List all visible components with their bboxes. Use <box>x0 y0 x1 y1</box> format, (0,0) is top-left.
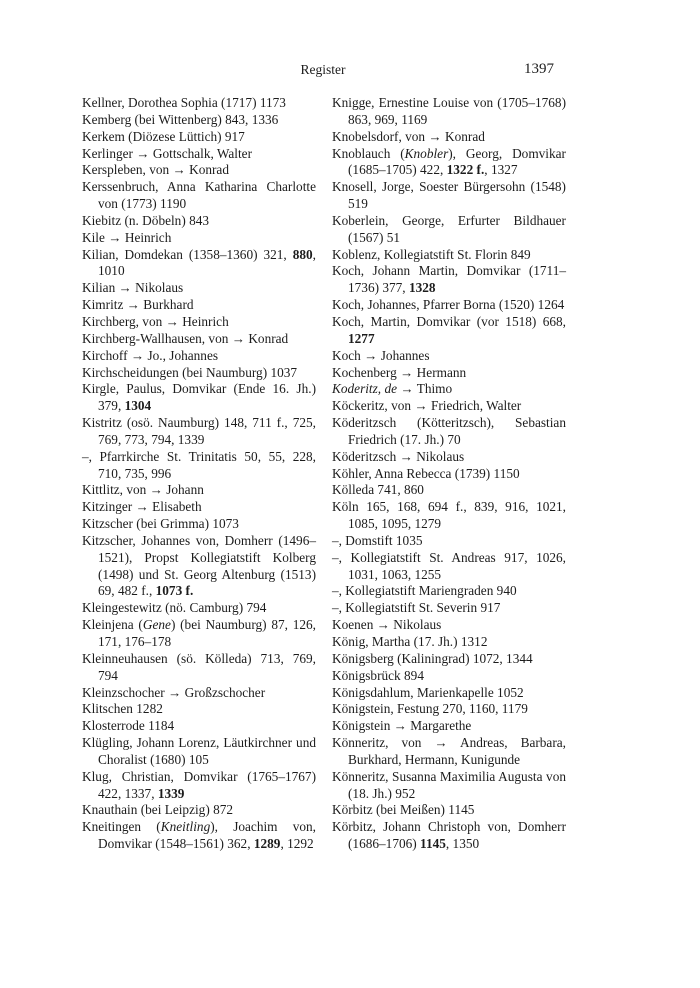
index-entry <box>332 617 566 634</box>
index-entry <box>82 331 316 348</box>
index-entry <box>82 735 316 769</box>
entry-text: Kiebitz (n. Döbeln) 843 <box>82 212 210 228</box>
index-entry <box>82 769 316 803</box>
index-entry <box>82 146 316 163</box>
entry-text: Kilian → Nikolaus <box>82 280 184 296</box>
index-entry <box>82 701 316 718</box>
entry-text: Köln 165, 168, 694 f., 839, 916, 1021, 1085, 1095, 1279 <box>332 499 566 532</box>
index-entry <box>332 179 566 213</box>
index-entry <box>332 718 566 735</box>
entry-text: Knobler <box>404 145 449 161</box>
entry-text: Kleingestewitz (nö. Camburg) 794 <box>82 600 267 616</box>
entry-text: Gene <box>142 617 171 633</box>
entry-text: Koch → Johannes <box>332 347 430 363</box>
entry-text: 1277 <box>348 330 375 346</box>
entry-text: Klug, Christian, Domvikar (1765–1767) 422, 1337, <box>82 768 316 801</box>
entry-text: Köckeritz, von → Friedrich, Walter <box>332 398 522 414</box>
index-entry <box>82 247 316 281</box>
entry-text: Köhler, Anna Rebecca (1739) 1150 <box>332 465 520 481</box>
index-entry <box>82 516 316 533</box>
entry-text: Koberlein, George, Erfurter Bildhauer (1567) 51 <box>332 212 566 245</box>
page-number: 1397 <box>524 61 554 77</box>
entry-text: 1289 <box>253 836 281 852</box>
index-entry <box>82 314 316 331</box>
page-header <box>0 61 700 81</box>
entry-text: Königsberg (Kaliningrad) 1072, 1344 <box>332 650 533 666</box>
entry-text: 1339 <box>157 785 185 801</box>
index-entry <box>332 263 566 297</box>
index-entry <box>332 415 566 449</box>
index-entry <box>82 280 316 297</box>
entry-text: Koenen → Nikolaus <box>332 617 442 633</box>
entry-text: , 1350 <box>445 836 480 852</box>
index-entry <box>82 685 316 702</box>
index-entry <box>332 348 566 365</box>
entry-text: Kitzscher, Johannes von, Domherr (1496–1521), Propst Kollegiatstift Kolberg (1498) und St. Georg Altenburg (1513) 69, 482 f., <box>82 532 316 599</box>
entry-text: Koch, Johann Martin, Domvikar (1711–1736) 377, <box>332 263 566 296</box>
entry-text: –, Domstift 1035 <box>332 532 423 548</box>
entry-text: Königsdahlum, Marienkapelle 1052 <box>332 684 524 700</box>
entry-text: Koch, Johannes, Pfarrer Borna (1520) 1264 <box>332 297 565 313</box>
entry-text: 880 <box>292 246 313 262</box>
index-entry <box>82 499 316 516</box>
index-entry <box>332 550 566 584</box>
entry-text: –, Kollegiatstift St. Severin 917 <box>332 600 501 616</box>
entry-text: Knigge, Ernestine Louise von (1705–1768) 863, 969, 1169 <box>332 95 566 127</box>
entry-text: Körbitz (bei Meißen) 1145 <box>332 802 475 818</box>
index-entry <box>332 735 566 769</box>
entry-text: König, Martha (17. Jh.) 1312 <box>332 634 488 649</box>
entry-text: 1145 <box>420 836 446 852</box>
index-entry <box>332 449 566 466</box>
entry-text: Kochenberg → Hermann <box>332 364 467 380</box>
entry-text: Koderitz, de <box>332 381 398 397</box>
index-entry <box>82 415 316 449</box>
entry-text: Koch, Martin, Domvikar (vor 1518) 668, <box>332 313 566 329</box>
index-entry <box>332 146 566 180</box>
index-entry <box>332 685 566 702</box>
index-entry <box>82 95 316 112</box>
entry-text: Knosell, Jorge, Soester Bürgersohn (1548) 519 <box>332 179 566 212</box>
index-entry <box>332 769 566 803</box>
entry-text: Kimritz → Burkhard <box>82 297 194 313</box>
index-entry <box>332 802 566 819</box>
entry-text: Kerssenbruch, Anna Katharina Charlotte von (1773) 1190 <box>82 179 316 212</box>
index-entry <box>82 600 316 617</box>
entry-text: Kellner, Dorothea Sophia (1717) 1173 <box>82 95 286 110</box>
index-entry <box>332 634 566 651</box>
entry-text: –, Kollegiatstift St. Andreas 917, 1026, 1031, 1063, 1255 <box>332 549 566 582</box>
index-entry <box>332 701 566 718</box>
index-entry <box>332 482 566 499</box>
entry-text: Kile → Heinrich <box>82 229 172 245</box>
entry-text: Kleinjena ( <box>82 617 143 633</box>
entry-text: Kemberg (bei Wittenberg) 843, 1336 <box>82 111 279 127</box>
entry-text: Kirchoff → Jo., Johannes <box>82 347 219 363</box>
index-entry <box>332 651 566 668</box>
entry-text: Koblenz, Kollegiatstift St. Florin 849 <box>332 246 531 262</box>
entry-text: Knauthain (bei Leipzig) 872 <box>82 802 234 818</box>
index-entry <box>82 129 316 146</box>
index-entry <box>82 617 316 651</box>
index-entry <box>82 533 316 600</box>
entry-text: Königstein, Festung 270, 1160, 1179 <box>332 701 528 717</box>
index-entry <box>332 499 566 533</box>
index-entry <box>82 381 316 415</box>
index-entry <box>332 533 566 550</box>
entry-text: ) (bei Naumburg) 87, 126, 171, 176–178 <box>98 617 316 649</box>
entry-text: Kirgle, Paulus, Domvikar (Ende 16. Jh.) 379, <box>82 381 316 414</box>
index-entry <box>82 162 316 179</box>
entry-text: 1328 <box>408 280 436 296</box>
entry-text: Könneritz, von → Andreas, Barbara, Burkhard, Hermann, Kunigunde <box>332 735 566 767</box>
index-entry <box>82 179 316 213</box>
entry-text: Kerlinger → Gottschalk, Walter <box>82 145 253 161</box>
entry-text: Kneitingen ( <box>82 819 161 835</box>
entry-text: Kneitling <box>160 819 211 835</box>
entry-text: Kirchscheidungen (bei Naumburg) 1037 <box>82 364 298 380</box>
entry-text: Kölleda 741, 860 <box>332 482 424 498</box>
index-entry <box>332 819 566 853</box>
index-entry <box>82 651 316 685</box>
index-entry <box>82 482 316 499</box>
entry-text: Könneritz, Susanna Maximilia Augusta von (18. Jh.) 952 <box>332 768 566 801</box>
index-entry <box>82 365 316 382</box>
index-entry <box>332 668 566 685</box>
entry-text: Königstein → Margarethe <box>332 718 472 734</box>
index-entry <box>332 129 566 146</box>
entry-text: Kirchberg-Wallhausen, von → Konrad <box>82 330 289 346</box>
index-entry <box>332 381 566 398</box>
entry-text: Kerspleben, von → Konrad <box>82 162 229 178</box>
index-entry <box>82 449 316 483</box>
index-entry <box>332 398 566 415</box>
entry-text: Kittlitz, von → Johann <box>82 482 204 498</box>
entry-text: , 1010 <box>98 246 316 279</box>
entry-text: Köderitzsch → Nikolaus <box>332 448 465 464</box>
entry-text: Kilian, Domdekan (1358–1360) 321, <box>82 246 293 262</box>
index-entry <box>332 365 566 382</box>
entry-text: –, Pfarrkirche St. Trinitatis 50, 55, 228, 710, 735, 996 <box>82 448 316 481</box>
index-entry <box>332 95 566 129</box>
entry-text: Kitzinger → Elisabeth <box>82 499 202 515</box>
index-entry <box>82 112 316 129</box>
entry-text: Klügling, Johann Lorenz, Läutkirchner und Choralist (1680) 105 <box>82 735 316 767</box>
entry-text: , 1292 <box>280 836 314 852</box>
entry-text: ), Georg, Domvikar (1685–1705) 422, <box>348 145 566 178</box>
index-entry <box>332 314 566 348</box>
index-entry <box>82 297 316 314</box>
entry-text: Knobelsdorf, von → Konrad <box>332 128 485 144</box>
entry-text: Knoblauch ( <box>332 145 405 161</box>
entry-text: Köderitzsch (Kötteritzsch), Sebastian Friedrich (17. Jh.) 70 <box>332 415 566 447</box>
index-entry <box>332 213 566 247</box>
entry-text: Kistritz (osö. Naumburg) 148, 711 f., 725, 769, 773, 794, 1339 <box>82 415 316 447</box>
index-entry <box>82 802 316 819</box>
entry-text: Kirchberg, von → Heinrich <box>82 313 229 329</box>
index-entry <box>82 348 316 365</box>
index-entry <box>332 600 566 617</box>
entry-text: Klosterrode 1184 <box>82 718 175 734</box>
index-entry <box>82 230 316 247</box>
entry-text: Kleinneuhausen (sö. Kölleda) 713, 769, 794 <box>82 650 316 683</box>
entry-text: ), Joachim von, Domvikar (1548–1561) 362, <box>98 819 316 852</box>
entry-text: 1304 <box>124 398 152 414</box>
entry-text: –, Kollegiatstift Mariengraden 940 <box>332 583 517 599</box>
entry-text: Kleinzschocher → Großzschocher <box>82 684 266 700</box>
entry-text: 1322 f. <box>446 162 485 178</box>
index-entry <box>332 247 566 264</box>
entry-text: Klitschen 1282 <box>82 701 163 717</box>
index-column-left <box>82 95 316 853</box>
entry-text: Körbitz, Johann Christoph von, Domherr (1686–1706) <box>332 819 566 852</box>
index-entry <box>82 718 316 735</box>
index-entry <box>82 213 316 230</box>
index-entry <box>332 297 566 314</box>
entry-text: Kerkem (Diözese Lüttich) 917 <box>82 128 245 144</box>
index-column-right <box>332 95 566 853</box>
index-entry <box>82 819 316 853</box>
entry-text: , 1327 <box>484 162 518 178</box>
index-entry <box>332 583 566 600</box>
index-entry <box>332 466 566 483</box>
entry-text: 1073 f. <box>155 583 194 599</box>
entry-text: Kitzscher (bei Grimma) 1073 <box>82 516 239 532</box>
entry-text: → Thimo <box>397 381 453 397</box>
entry-text: Königsbrück 894 <box>332 667 424 683</box>
running-title: Register <box>300 62 346 77</box>
